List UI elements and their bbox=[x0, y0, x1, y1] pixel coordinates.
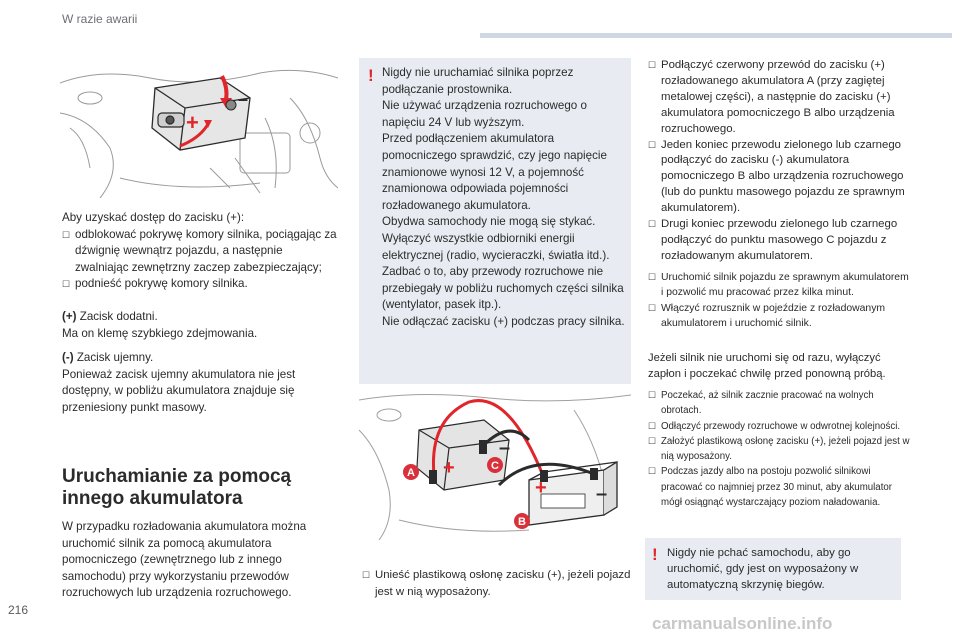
svg-text:–: – bbox=[238, 89, 249, 109]
engine-bay-illustration bbox=[60, 58, 338, 198]
minus-sign-b: – bbox=[596, 483, 608, 505]
minus-title: Zacisk ujemny. bbox=[76, 351, 154, 364]
watermark: carmanualsonline.info bbox=[652, 614, 833, 633]
finish-step-1: ☐ Poczekać, aż silnik zacznie pracować na wolnych obrotach. bbox=[648, 388, 910, 419]
section-title-line-1: Uruchamianie za pomocą bbox=[62, 466, 292, 487]
finish-step-2: ☐ Odłączyć przewody rozruchowe w odwrotnej kolejności. bbox=[648, 419, 910, 434]
plus-title: Zacisk dodatni. bbox=[79, 310, 158, 323]
plus-terminal-info bbox=[62, 309, 338, 342]
warning-text-bottom: Nigdy nie pchać samochodu, aby go uruchomić, gdy jest on wyposażony w automatyczną skrzynię biegów. bbox=[667, 547, 859, 591]
warning-icon: ! bbox=[368, 66, 374, 85]
label-a: A bbox=[407, 467, 415, 479]
connect-step-1: ☐ Podłączyć czerwony przewód do zacisku (+) rozładowanego akumulatora A (przy zagiętej metalowej części), a następnie do zacisku (+) akumulatora pomocniczego B albo urządzenia rozruchowego. bbox=[648, 58, 910, 138]
section-header: W razie awarii bbox=[62, 12, 138, 26]
plus-text: Ma on klemę szybkiego zdejmowania. bbox=[62, 326, 258, 340]
access-intro: Aby uzyskać dostęp do zacisku (+): bbox=[62, 211, 245, 224]
start-step-1: ☐ Uruchomić silnik pojazdu ze sprawnym akumulatorem i pozwolić mu pracować przez kilka minut. bbox=[648, 270, 910, 301]
access-step-2: ☐ podnieść pokrywę komory silnika. bbox=[62, 276, 338, 293]
connection-steps bbox=[648, 58, 910, 265]
start-step-2: ☐ Włączyć rozrusznik w pojeździe z rozładowanym akumulatorem i uruchomić silnik. bbox=[648, 301, 910, 332]
minus-sign-c: – bbox=[499, 437, 511, 459]
jumpstart-illustration bbox=[359, 390, 631, 540]
label-b: B bbox=[518, 516, 526, 528]
access-instructions bbox=[62, 210, 338, 293]
finish-steps bbox=[648, 388, 910, 510]
warning-text-main: Nigdy nie uruchamiać silnika poprzez podłączanie prostownika. Nie używać urządzenia rozruchowego o napięciu 24 V lub wyższym. Przed podłączeniem akumulatora pomocniczego sprawdzić, czy jego napięcie znamionowe wynosi 12 V, a pojemność znamionowa odpowiada pojemności rozładowanego akumulatora. Obydwa samochody nie mogą się stykać. Wyłączyć wszystkie odbiorniki energii elektrycznej (radio, wycieraczki, światła itd.). Zadbać o to, aby przewody rozruchowe nie przebiegały w pobliżu ruchomych części silnika (wentylator, pasek itp.). Nie odłączać zacisku (+) podczas pracy silnika. bbox=[382, 66, 625, 328]
connect-step-2: ☐ Jeden koniec przewodu zielonego lub czarnego podłączyć do zacisku (-) akumulatora pomocniczego B albo urządzenia rozruchowego (lub do punktu masowego pojazdu ze sprawnym akumulatorem). bbox=[648, 138, 910, 218]
connect-step-3: ☐ Drugi koniec przewodu zielonego lub czarnego podłączyć do punktu masowego C pojazdu z rozładowanym akumulatorem. bbox=[648, 217, 910, 265]
minus-text: Ponieważ zacisk ujemny akumulatora nie jest dostępny, w pobliżu akumulatora znajduje się przeniesiony punkt masowy. bbox=[62, 367, 296, 414]
plus-symbol: (+) bbox=[62, 310, 77, 323]
section-title bbox=[62, 466, 342, 510]
section-text: W przypadku rozładowania akumulatora można uruchomić silnik za pomocą akumulatora pomocniczego (zewnętrznego lub z innego samochodu) przy wykorzystaniu przewodów rozruchowych lub urządzenia rozruchowego. bbox=[62, 520, 307, 600]
finish-step-4: ☐ Podczas jazdy albo na postoju pozwolić silnikowi pracować co najmniej przez 30 minut, aby akumulator mógł osiągnąć wystarczający poziom naładowania. bbox=[648, 464, 910, 510]
retry-text: Jeżeli silnik nie uruchomi się od razu, wyłączyć zapłon i poczekać chwilę przed ponowną próbą. bbox=[648, 352, 886, 380]
plus-sign-a: + bbox=[443, 457, 455, 479]
plus-sign-b: + bbox=[535, 477, 547, 499]
label-c: C bbox=[491, 460, 499, 472]
svg-text:+: + bbox=[186, 110, 199, 135]
cover-step: ☐ Unieść plastikową osłonę zacisku (+), jeżeli pojazd jest w nią wyposażony. bbox=[362, 567, 637, 600]
section-title-line-2: innego akumulatora bbox=[62, 488, 243, 509]
header-bar bbox=[480, 33, 952, 38]
finish-step-3: ☐ Założyć plastikową osłonę zacisku (+), jeżeli pojazd jest w nią wyposażony. bbox=[648, 434, 910, 465]
warning-icon-bottom: ! bbox=[652, 545, 658, 564]
page-number: 216 bbox=[8, 603, 29, 617]
access-step-1: ☐ odblokować pokrywę komory silnika, pociągając za dźwignię wewnątrz pojazdu, a następnie zwalniając zewnętrzny zaczep zabezpieczający; bbox=[62, 227, 338, 277]
start-steps bbox=[648, 270, 910, 332]
minus-symbol: (-) bbox=[62, 351, 74, 364]
minus-terminal-info bbox=[62, 350, 338, 416]
